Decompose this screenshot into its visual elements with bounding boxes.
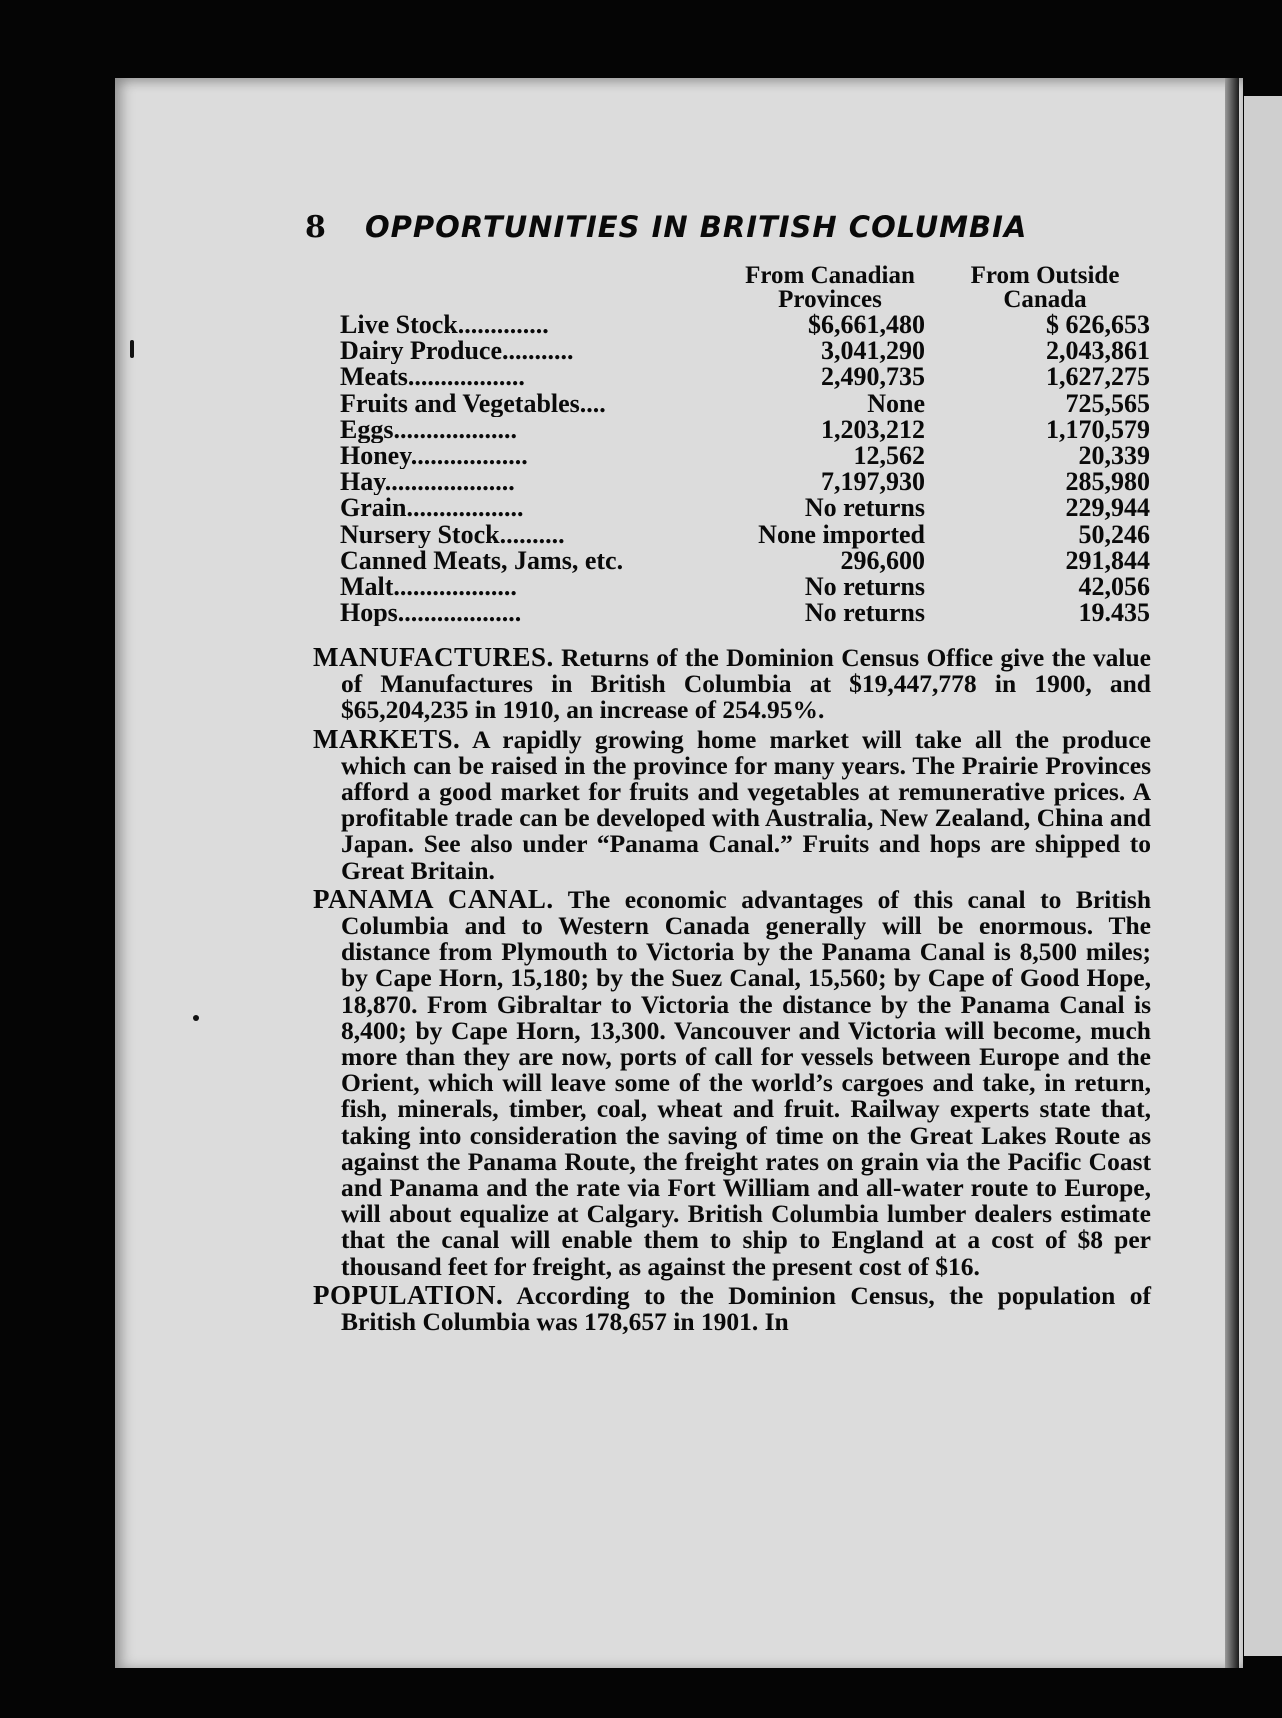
value-canadian: None (867, 388, 925, 418)
section-panama-canal (313, 883, 1152, 1281)
value-outside: 19.435 (1078, 598, 1150, 628)
page-number: 8 (305, 209, 326, 245)
section-heading: MANUFACTURES. (313, 642, 554, 672)
section-text: According to the Dominion Census, the population of British Columbia was 178,657 in 1901. In (341, 1280, 1151, 1337)
row-item: Meats.................. (340, 364, 525, 391)
value-canadian: 1,203,212 (821, 414, 925, 444)
value-outside: 50,246 (1078, 519, 1150, 549)
row-item: Dairy Produce........... (340, 338, 574, 365)
table-row (340, 545, 1150, 575)
section-heading: POPULATION. (313, 1279, 504, 1310)
row-item: Hops................... (340, 600, 522, 627)
header-item (340, 264, 720, 312)
table-row (340, 600, 1150, 626)
value-canadian: None imported (758, 519, 925, 549)
value-outside: 42,056 (1078, 571, 1150, 601)
section-markets (313, 723, 1151, 885)
value-outside: $ 626,653 (1046, 310, 1150, 339)
value-outside: 1,627,275 (1046, 362, 1150, 392)
value-canadian: 12,562 (853, 440, 925, 470)
value-outside: 1,170,579 (1046, 414, 1150, 444)
row-item: Nursery Stock.......... (340, 521, 565, 548)
row-item: Eggs................... (340, 416, 517, 443)
row-item: Honey.................. (340, 442, 528, 470)
value-canadian: No returns (804, 571, 925, 601)
value-canadian: 3,041,290 (821, 336, 925, 366)
section-heading: PANAMA CANAL. (313, 883, 554, 914)
scan-speck (193, 1015, 199, 1021)
table-row (340, 364, 1150, 390)
section-manufactures (313, 644, 1151, 724)
table-row (340, 388, 1150, 418)
table-header (340, 264, 1150, 312)
section-population (313, 1279, 1151, 1337)
table-row (340, 469, 1150, 495)
book-gutter (1225, 78, 1239, 1668)
row-item: Canned Meats, Jams, etc. (340, 547, 624, 574)
running-title: OPPORTUNITIES IN BRITISH COLUMBIA (365, 210, 1028, 244)
table-row (340, 440, 1150, 470)
header-canadian: From Canadian Provinces (745, 262, 915, 313)
table-body (340, 312, 1150, 626)
row-item: Malt................... (340, 573, 517, 601)
value-outside: 20,339 (1078, 440, 1150, 470)
row-item: Grain.................. (340, 495, 524, 522)
value-canadian: No returns (804, 493, 925, 523)
section-text: Returns of the Dominion Census Office give the value of Manufactures in British Columbia at $19,447,778 in 1900, and $65,204,235 in 1910, an increase of 254.95%. (341, 643, 1151, 725)
value-outside: 291,844 (1065, 545, 1150, 575)
body-text (313, 644, 1151, 1337)
section-text: The economic advantages of this canal to British Columbia and to Western Canada generally will be enormous. The distance from Plymouth to Victoria by the Panama Canal is 8,500 miles; by Cape Horn, 15,180; by the Suez Canal, 15,560; by Cape of Good Hope, 18,870. From Gibraltar to Victoria the distance by the Panama Canal is 8,400; by Cape Horn, 13,300. Vancouver and Victoria will become, much more than they are now, ports of call for vessels between Europe and the Orient, which will leave some of the world’s cargoes and take, in return, fish, minerals, timber, coal, wheat and fruit. Railway experts state that, taking into consideration the saving of time on the Great Lakes Route as against the Panama Route, the freight rates on grain via the Pacific Coast and Panama and the rate via Fort William and all-water route to Europe, will about equalize at Calgary. British Columbia lumber dealers estimate that the canal will enable them to ship to England at a cost of $8 per thousand feet for freight, as against the present cost of $16. (341, 884, 1152, 1281)
section-text: A rapidly growing home market will take all the produce which can be raised in the province for many years. The Prairie Provinces afford a good market for fruits and vegetables at remunerative prices. A profitable trade can be developed with Australia, New Zealand, China and Japan. See also under “Panama Canal.” Fruits and hops are shipped to Great Britain. (341, 724, 1151, 885)
row-item: Fruits and Vegetables.... (340, 390, 606, 417)
section-heading: MARKETS. (313, 723, 461, 754)
table-row (340, 495, 1150, 521)
facing-page-edge (1244, 96, 1282, 1656)
value-outside: 725,565 (1065, 388, 1150, 418)
value-outside: 2,043,861 (1046, 336, 1150, 366)
value-canadian: 2,490,735 (821, 362, 925, 392)
table-row (340, 338, 1150, 364)
row-item: Hay.................... (340, 469, 515, 496)
table-row (340, 571, 1150, 601)
header-outside: From Outside Canada (970, 262, 1120, 313)
value-canadian: 7,197,930 (821, 467, 925, 497)
value-canadian: $6,661,480 (808, 310, 925, 339)
value-canadian: 296,600 (840, 545, 925, 575)
table-row (340, 414, 1150, 444)
scan-speck (130, 340, 134, 358)
table-row (340, 519, 1150, 549)
value-outside: 285,980 (1065, 467, 1150, 497)
table-row (340, 312, 1150, 338)
page-header (305, 203, 1185, 251)
imports-table (340, 264, 1150, 626)
row-item: Live Stock.............. (340, 312, 549, 339)
value-outside: 229,944 (1065, 493, 1150, 523)
value-canadian: No returns (804, 598, 925, 628)
